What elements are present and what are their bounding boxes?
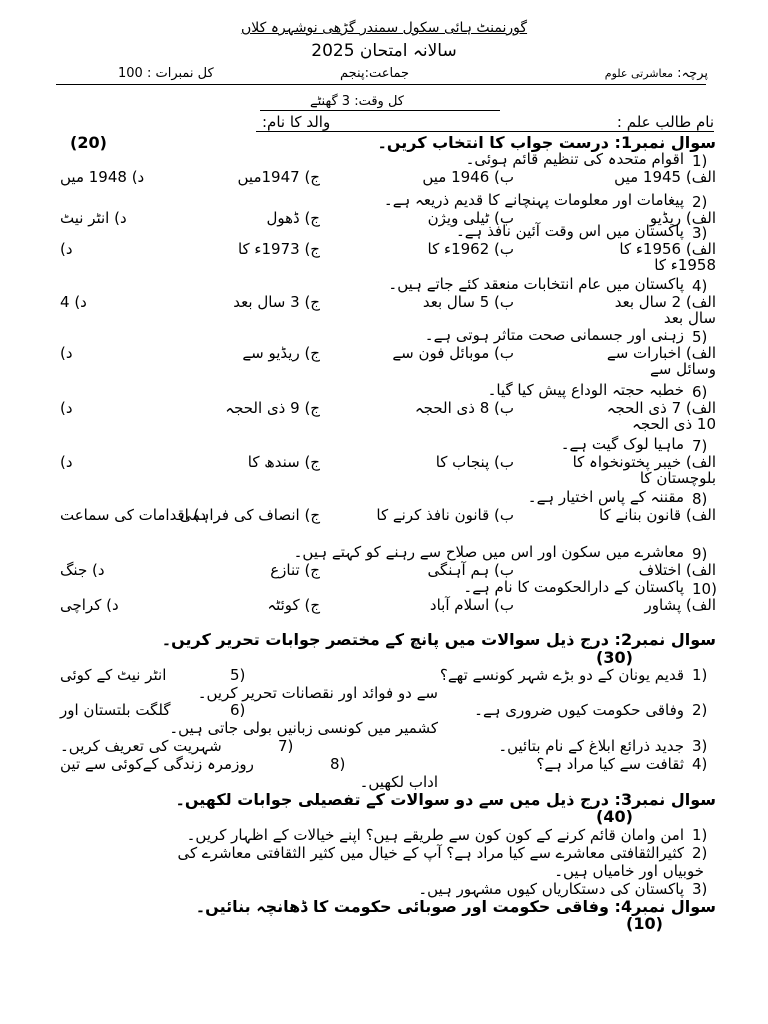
question-number: 4) xyxy=(692,755,708,773)
option-d: د) xyxy=(60,453,73,471)
option-b: ب) پنجاب کا xyxy=(435,453,514,471)
question-text: کثیرالثقافتی معاشرے سے کیا مراد ہے؟ آپ کے خیال میں کثیر الثقافتی معاشرے کی xyxy=(177,844,684,862)
option-b: ب) 1946 میں xyxy=(422,168,514,186)
question-text: سے دو فوائد اور نقصانات تحریر کریں۔ xyxy=(197,684,438,702)
question-number: 3) xyxy=(692,737,708,755)
question-number: 8) xyxy=(330,755,346,773)
option-a: الف) پشاور xyxy=(644,596,716,614)
question-text: خطبہ حجتہ الوداع پیش کیا گیا۔ xyxy=(487,381,684,399)
question-text: انٹر نیٹ کے کوئی xyxy=(60,666,167,684)
q1-marks: (20) xyxy=(70,133,107,152)
question-text: پاکستان میں اس وقت آئین نافذ ہے۔ xyxy=(455,222,684,240)
question-text: گلگت بلتستان اور xyxy=(60,701,171,719)
question-number: 1) xyxy=(692,666,708,684)
question-text: جدید ذرائع ابلاغ کے نام بتائیں۔ xyxy=(498,737,684,755)
q2-title: سوال نمبر2: درج ذیل سوالات میں پانچ کے مختصر جوابات تحریر کریں۔ xyxy=(161,630,716,649)
option-d-text: وسائل سے xyxy=(649,360,716,378)
option-b: ب) قانون نافذ کرنے کا xyxy=(376,506,514,524)
total-marks: کل نمبرات : 100 xyxy=(118,66,214,81)
father-name-label: والد کا نام: xyxy=(262,113,331,131)
question-number: 3) xyxy=(692,880,708,898)
option-a: الف) خیبر پختونخواہ کا xyxy=(572,453,716,471)
option-d: د) xyxy=(60,240,73,258)
exam-title: سالانہ امتحان 2025 xyxy=(311,41,457,61)
option-b: ب) ٹیلی ویژن xyxy=(427,209,514,227)
option-a: الف) 1945 میں xyxy=(614,168,716,186)
student-name-label: نام طالب علم : xyxy=(616,113,714,131)
name-underline xyxy=(256,131,714,132)
question-text: ثقافت سے کیا مراد ہے؟ xyxy=(536,755,684,773)
question-text: اقوام متحدہ کی تنظیم قائم ہوئی۔ xyxy=(465,150,684,168)
question-text: پاکستان میں عام انتخابات منعقد کئے جاتے ہیں۔ xyxy=(388,275,684,293)
option-c: ج) کوئٹہ xyxy=(267,596,320,614)
question-number: 6) xyxy=(692,383,708,401)
question-number: 3) xyxy=(692,224,708,242)
q4-title: سوال نمبر4: وفاقی حکومت اور صوبائی حکومت کا ڈھانچہ بنائیں۔ xyxy=(195,897,716,916)
option-d: د) جنگ xyxy=(60,561,105,579)
option-b: ب) ہم آہنگی xyxy=(427,561,514,579)
question-text: روزمرہ زندگی کےکوئی سے تین xyxy=(60,755,254,773)
question-text: قدیم یونان کے دو بڑے شہر کونسے تھے؟ xyxy=(439,666,684,684)
option-c: ج) ریڈیو سے xyxy=(242,344,320,362)
option-c: ج) 9 ذی الحجہ xyxy=(225,399,320,417)
option-a: الف) قانون بنانے کا xyxy=(598,506,716,524)
option-b: ب) موبائل فون سے xyxy=(392,344,514,362)
subject-label: پرچہ: معاشرتی علوم xyxy=(604,66,708,81)
option-b: ب) 8 ذی الحجہ xyxy=(414,399,514,417)
question-text: کشمیر میں کونسی زبانیں بولی جاتی ہیں۔ xyxy=(169,719,438,737)
question-number: 8) xyxy=(692,490,708,508)
question-number: 5) xyxy=(692,328,708,346)
question-text: ماہیا لوک گیت ہے۔ xyxy=(560,435,684,453)
q2-marks: (30) xyxy=(596,648,633,667)
question-text: مقننہ کے پاس اختیار ہے۔ xyxy=(527,488,684,506)
question-text: زہنی اور جسمانی صحت متاثر ہوتی ہے۔ xyxy=(424,326,684,344)
question-number: 2) xyxy=(692,844,708,862)
question-text: وفاقی حکومت کیوں ضروری ہے۔ xyxy=(474,701,684,719)
question-text: خوبیاں اور خامیاں ہیں۔ xyxy=(554,862,704,880)
option-a: الف) 1956ء کا xyxy=(619,240,716,258)
question-text: اداب لکھیں۔ xyxy=(359,773,438,791)
question-number: 4) xyxy=(692,277,708,295)
question-number: 2) xyxy=(692,701,708,719)
option-d: د) کراچی xyxy=(60,596,119,614)
question-text: شہریت کی تعریف کریں۔ xyxy=(60,737,222,755)
time-label: کل وقت: 3 گھنٹے xyxy=(310,94,404,109)
q3-title: سوال نمبر3: درج ذیل میں سے دو سوالات کے تفصیلی جوابات لکھیں۔ xyxy=(175,790,716,809)
option-d-text: سال بعد xyxy=(663,309,716,327)
time-underline xyxy=(260,110,500,111)
option-b: ب) 5 سال بعد xyxy=(422,293,514,311)
subject-value: معاشرتی علوم xyxy=(604,67,674,80)
option-d: د) انٹر نیٹ xyxy=(60,209,127,227)
question-text: پاکستان کے دارالحکومت کا نام ہے۔ xyxy=(463,578,684,596)
question-number: 1) xyxy=(692,826,708,844)
question-number: 1) xyxy=(692,152,708,170)
question-number: 7) xyxy=(278,737,294,755)
question-text: پاکستان کی دستکاریاں کیوں مشہور ہیں۔ xyxy=(418,880,684,898)
question-number: 2) xyxy=(692,193,708,211)
question-number: 6) xyxy=(230,701,246,719)
q1-title: سوال نمبر1: درست جواب کا انتخاب کریں۔ xyxy=(377,133,716,152)
question-number: 7) xyxy=(692,437,708,455)
school-name: گورنمنٹ ہائی سکول سمندر گڑھی نوشہرہ کلاں xyxy=(240,20,528,36)
option-c: ج) تنازع xyxy=(270,561,320,579)
q4-marks: (10) xyxy=(626,914,663,933)
option-d: د) xyxy=(60,344,73,362)
header-underline xyxy=(56,84,706,85)
option-d-text: 10 ذی الحجہ xyxy=(632,415,716,433)
option-a: الف) ریڈیو xyxy=(649,209,716,227)
option-d-text: 1958ء کا xyxy=(654,256,716,274)
option-b: ب) 1962ء کا xyxy=(427,240,514,258)
option-a: الف) 2 سال بعد xyxy=(614,293,716,311)
option-c: ج) 1973ء کا xyxy=(237,240,320,258)
option-a: الف) اختلاف xyxy=(638,561,716,579)
class-label: جماعت:پنجم xyxy=(340,66,409,81)
option-c: ج) 1947میں xyxy=(237,168,320,186)
q3-marks: (40) xyxy=(596,807,633,826)
question-text: امن وامان قائم کرنے کے کون کون سے طریقے ہیں؟ اپنے خیالات کے اظہار کریں۔ xyxy=(186,826,684,844)
question-number: 10) xyxy=(692,580,717,598)
option-a: الف) 7 ذی الحجہ xyxy=(606,399,716,417)
question-number: 9) xyxy=(692,545,708,563)
option-c: ج) سندھ کا xyxy=(247,453,320,471)
option-d: د) اقدامات کی سماعت xyxy=(60,506,207,524)
option-d-text: بلوچستان کا xyxy=(639,469,716,487)
option-d: د) 1948 میں xyxy=(60,168,145,186)
question-number: 5) xyxy=(230,666,246,684)
option-b: ب) اسلام آباد xyxy=(429,596,514,614)
option-c: ج) انصاف کی فراہمی xyxy=(179,506,320,524)
option-c: ج) ڈھول xyxy=(266,209,320,227)
option-d: د) xyxy=(60,399,73,417)
option-c: ج) 3 سال بعد xyxy=(233,293,320,311)
option-d: د) 4 xyxy=(60,293,87,311)
question-text: معاشرے میں سکون اور اس میں صلاح سے رہنے کو کہتے ہیں۔ xyxy=(293,543,684,561)
question-text: پیغامات اور معلومات پہنچانے کا قدیم ذریعہ ہے۔ xyxy=(383,191,684,209)
option-a: الف) اخبارات سے xyxy=(606,344,716,362)
